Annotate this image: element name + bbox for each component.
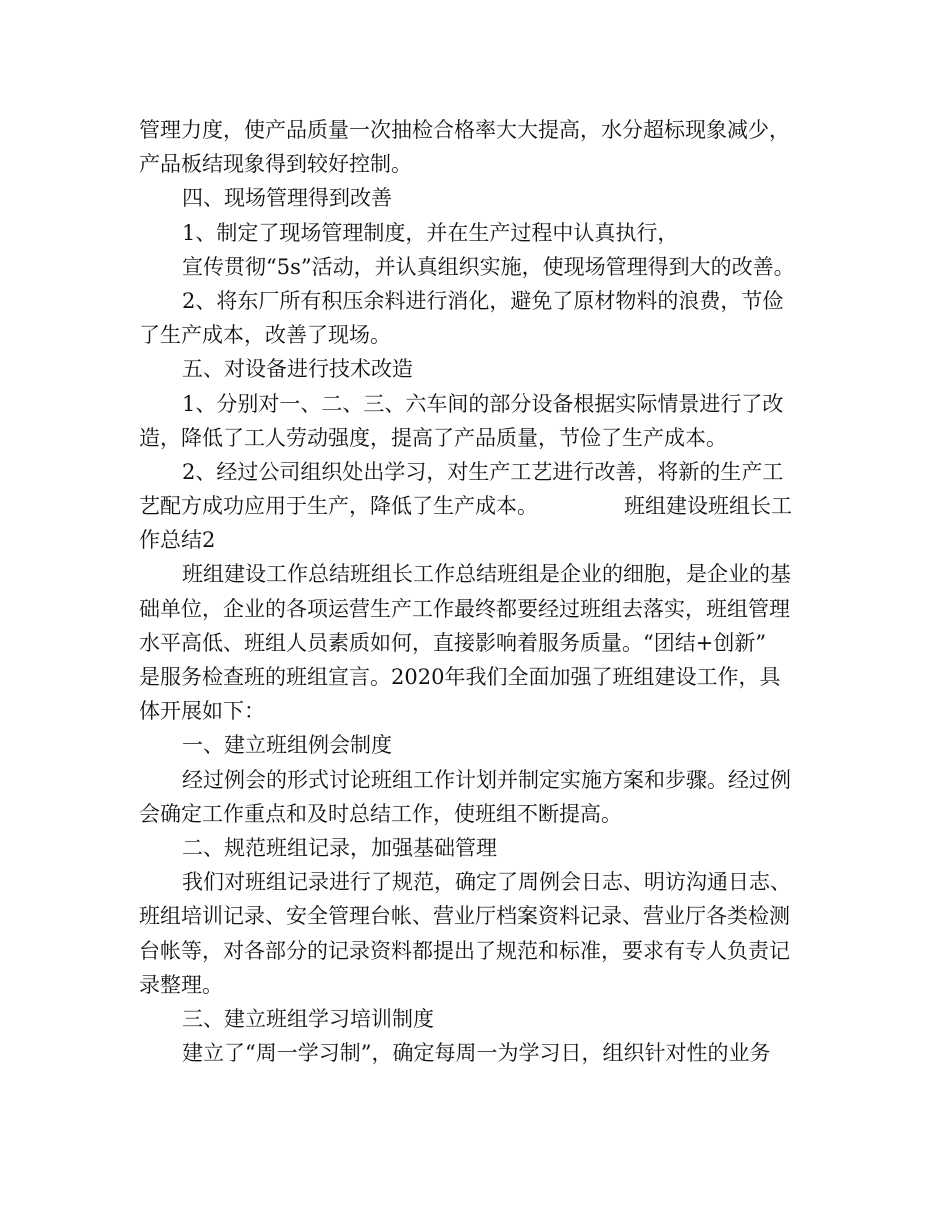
- text-line-content: 建立了“周一学习制”，确定每周一为学习日，组织针对性的业务: [182, 1041, 771, 1066]
- text-line-content: 艺配方成功应用于生产，降低了生产成本。: [139, 494, 538, 519]
- heading-fragment: 班组建设班组长工: [624, 494, 792, 519]
- text-line: [139, 421, 829, 455]
- text-line-content: 了生产成本，改善了现场。: [139, 323, 391, 348]
- text-line: [139, 455, 829, 489]
- text-line-content: 水平高低、班组人员素质如何，直接影响着服务质量。“团结+创新”: [139, 630, 767, 655]
- text-line-content: 础单位，企业的各项运营生产工作最终都要经过班组去落实，班组管理: [139, 596, 790, 621]
- text-line: [139, 797, 829, 831]
- text-line-content: 一、建立班组例会制度: [182, 733, 392, 758]
- text-line: [139, 113, 829, 147]
- text-line-content: 班组建设工作总结班组长工作总结班组是企业的细胞，是企业的基: [182, 562, 791, 587]
- text-line-content: 造，降低了工人劳动强度，提高了产品质量，节俭了生产成本。: [139, 425, 727, 450]
- text-line: [139, 592, 829, 626]
- text-line-content: 体开展如下：: [139, 699, 265, 724]
- document-body: [139, 113, 829, 1070]
- text-line-content: 产品板结现象得到较好控制。: [139, 152, 412, 177]
- text-line-content: 是服务检查班的班组宣言。2020年我们全面加强了班组建设工作，具: [139, 665, 781, 689]
- text-line-content: 1、制定了现场管理制度，并在生产过程中认真执行，: [182, 220, 679, 245]
- text-line-content: 四、现场管理得到改善: [182, 186, 392, 211]
- text-line: [139, 318, 829, 352]
- text-line-content: 2、将东厂所有积压余料进行消化，避免了原材物料的浪费，节俭: [182, 288, 784, 313]
- text-line-content: 作总结2: [139, 528, 216, 553]
- text-line-content: 管理力度，使产品质量一次抽检合格率大大提高，水分超标现象减少，: [139, 118, 790, 142]
- text-line-content: 台帐等，对各部分的记录资料都提出了规范和标准，要求有专人负责记: [139, 938, 790, 963]
- text-line-content: 经过例会的形式讨论班组工作计划并制定实施方案和步骤。经过例: [182, 767, 791, 792]
- text-line-content: 会确定工作重点和及时总结工作，使班组不断提高。: [139, 801, 622, 826]
- text-line: [139, 523, 829, 557]
- text-line: [139, 899, 829, 933]
- text-line-content: 五、对设备进行技术改造: [182, 357, 413, 382]
- text-line: [139, 694, 829, 728]
- text-line: [139, 489, 829, 523]
- text-line: [139, 660, 829, 694]
- text-line-content: 2、经过公司组织处出学习，对生产工艺进行改善，将新的生产工: [182, 459, 784, 484]
- text-line-content: 班组培训记录、安全管理台帐、营业厅档案资料记录、营业厅各类检测: [139, 904, 790, 929]
- text-line: [139, 181, 829, 215]
- text-line-content: 宣传贯彻“5s”活动，并认真组织实施，使现场管理得到大的改善。: [182, 254, 795, 279]
- text-line: [139, 387, 829, 421]
- text-line-content: 录整理。: [139, 972, 223, 997]
- text-line: [139, 968, 829, 1002]
- text-line: [139, 147, 829, 181]
- text-line: [139, 626, 829, 660]
- text-line: [139, 1036, 829, 1070]
- text-line: [139, 284, 829, 318]
- text-line: [139, 831, 829, 865]
- text-line-content: 三、建立班组学习培训制度: [182, 1006, 434, 1031]
- text-line-content: 二、规范班组记录，加强基础管理: [182, 835, 497, 860]
- text-line: [139, 934, 829, 968]
- text-line: [139, 557, 829, 591]
- text-line: [139, 763, 829, 797]
- text-line-content: 我们对班组记录进行了规范，确定了周例会日志、明访沟通日志、: [182, 870, 791, 895]
- text-line: [139, 728, 829, 762]
- text-line: [139, 352, 829, 386]
- text-line: [139, 216, 829, 250]
- text-line: [139, 250, 829, 284]
- text-line: [139, 865, 829, 899]
- text-line: [139, 1002, 829, 1036]
- text-line-content: 1、分别对一、二、三、六车间的部分设备根据实际情景进行了改: [182, 391, 784, 416]
